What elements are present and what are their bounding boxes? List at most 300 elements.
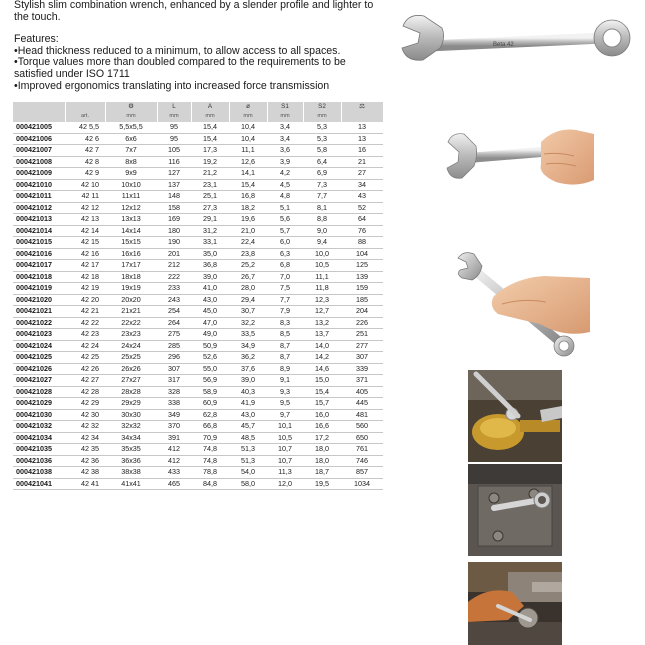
header-icon — [13, 103, 65, 112]
cell-thickness-s2: 19,5 — [303, 478, 341, 490]
features-heading: Features: — [14, 33, 59, 46]
cell-thickness-s2: 18,0 — [303, 455, 341, 467]
cell-diameter: 43,0 — [229, 409, 267, 421]
cell-thickness-s2: 14,6 — [303, 363, 341, 375]
cell-thickness-s1: 9,3 — [267, 386, 303, 398]
table-row — [13, 122, 383, 133]
worker-application-photo — [468, 562, 562, 645]
cell-length: 296 — [157, 352, 191, 364]
cell-thickness-s1: 5,6 — [267, 214, 303, 226]
cell-item-code: 000421013 — [13, 214, 65, 226]
cell-diameter: 23,8 — [229, 248, 267, 260]
table-row — [13, 260, 383, 272]
cell-thickness-s1: 8,3 — [267, 317, 303, 329]
cell-length: 201 — [157, 248, 191, 260]
cell-thickness-s2: 18,7 — [303, 467, 341, 479]
cell-art-number: 42 34 — [65, 432, 105, 444]
cell-item-code: 000421029 — [13, 398, 65, 410]
product-description — [14, 0, 386, 92]
cell-diameter: 25,2 — [229, 260, 267, 272]
cell-length: 285 — [157, 340, 191, 352]
cell-art-number: 42 36 — [65, 455, 105, 467]
cell-diameter: 45,7 — [229, 421, 267, 433]
hand-holding-wrench-angled-photo — [454, 248, 590, 360]
cell-thickness-s1: 9,7 — [267, 409, 303, 421]
cell-art-number: 42 24 — [65, 340, 105, 352]
header-symbol: A — [207, 103, 213, 110]
cell-size: 16x16 — [105, 248, 157, 260]
cell-item-code: 000421024 — [13, 340, 65, 352]
cell-length: 370 — [157, 421, 191, 433]
table-row — [13, 202, 383, 214]
cell-size: 9x9 — [105, 168, 157, 180]
cell-weight: 650 — [341, 432, 383, 444]
cell-weight: 27 — [341, 168, 383, 180]
cell-item-code: 000421006 — [13, 133, 65, 145]
cell-item-code: 000421015 — [13, 237, 65, 249]
cell-item-code: 000421012 — [13, 202, 65, 214]
cell-length: 338 — [157, 398, 191, 410]
cell-art-number: 42 28 — [65, 386, 105, 398]
cell-thickness-s2: 5,3 — [303, 122, 341, 133]
table-row — [13, 179, 383, 191]
cell-thickness-s1: 8,7 — [267, 352, 303, 364]
cell-dim-a: 47,0 — [191, 317, 229, 329]
cell-art-number: 42 12 — [65, 202, 105, 214]
cell-weight: 746 — [341, 455, 383, 467]
cell-dim-a: 55,0 — [191, 363, 229, 375]
header-symbol: ⚙ — [128, 103, 134, 110]
cell-thickness-s1: 5,7 — [267, 225, 303, 237]
table-row — [13, 421, 383, 433]
header-symbol: ø — [246, 103, 250, 110]
cell-length: 317 — [157, 375, 191, 387]
cell-weight: 445 — [341, 398, 383, 410]
cell-art-number: 42 13 — [65, 214, 105, 226]
cell-thickness-s2: 10,5 — [303, 260, 341, 272]
cell-thickness-s2: 5,3 — [303, 133, 341, 145]
table-header-cell — [341, 102, 383, 122]
cell-thickness-s1: 6,0 — [267, 237, 303, 249]
cell-size: 14x14 — [105, 225, 157, 237]
table-row — [13, 444, 383, 456]
cell-dim-a: 70,9 — [191, 432, 229, 444]
cell-length: 264 — [157, 317, 191, 329]
cell-thickness-s2: 6,4 — [303, 156, 341, 168]
cell-art-number: 42 27 — [65, 375, 105, 387]
feature-item: • Head thickness reduced to a minimum, to allow access to all spaces. — [14, 46, 386, 58]
cell-weight: 560 — [341, 421, 383, 433]
table-row — [13, 467, 383, 479]
cell-size: 17x17 — [105, 260, 157, 272]
cell-weight: 159 — [341, 283, 383, 295]
table-body — [13, 122, 383, 490]
table-row — [13, 455, 383, 467]
cell-dim-a: 15,4 — [191, 133, 229, 145]
table-row — [13, 317, 383, 329]
table-row — [13, 329, 383, 341]
cell-thickness-s2: 9,4 — [303, 237, 341, 249]
cell-dim-a: 50,9 — [191, 340, 229, 352]
cell-thickness-s2: 13,2 — [303, 317, 341, 329]
cell-thickness-s2: 8,8 — [303, 214, 341, 226]
cell-dim-a: 25,1 — [191, 191, 229, 203]
cell-length: 275 — [157, 329, 191, 341]
cell-length: 158 — [157, 202, 191, 214]
cell-art-number: 42 32 — [65, 421, 105, 433]
wrench-product-photo — [398, 8, 636, 70]
header-unit: mm — [205, 113, 215, 119]
cell-item-code: 000421030 — [13, 409, 65, 421]
cell-thickness-s1: 4,8 — [267, 191, 303, 203]
cell-item-code: 000421009 — [13, 168, 65, 180]
cell-item-code: 000421023 — [13, 329, 65, 341]
cell-thickness-s2: 10,0 — [303, 248, 341, 260]
cell-art-number: 42 19 — [65, 283, 105, 295]
cell-art-number: 42 18 — [65, 271, 105, 283]
cell-diameter: 16,8 — [229, 191, 267, 203]
cell-thickness-s1: 11,3 — [267, 467, 303, 479]
cell-item-code: 000421021 — [13, 306, 65, 318]
cell-size: 30x30 — [105, 409, 157, 421]
table-header-cell — [157, 102, 191, 122]
cell-length: 116 — [157, 156, 191, 168]
cell-diameter: 21,0 — [229, 225, 267, 237]
cell-thickness-s1: 9,1 — [267, 375, 303, 387]
table-row — [13, 363, 383, 375]
cell-art-number: 42 9 — [65, 168, 105, 180]
table-header-cell — [229, 102, 267, 122]
cell-length: 307 — [157, 363, 191, 375]
cell-thickness-s2: 12,7 — [303, 306, 341, 318]
cell-art-number: 42 8 — [65, 156, 105, 168]
cell-dim-a: 41,0 — [191, 283, 229, 295]
cell-dim-a: 43,0 — [191, 294, 229, 306]
table-row — [13, 432, 383, 444]
hand-holding-wrench-photo — [446, 122, 596, 190]
cell-weight: 125 — [341, 260, 383, 272]
cell-size: 35x35 — [105, 444, 157, 456]
cell-thickness-s1: 9,5 — [267, 398, 303, 410]
cell-length: 212 — [157, 260, 191, 272]
header-unit: mm — [317, 113, 327, 119]
cell-thickness-s1: 3,4 — [267, 133, 303, 145]
cell-size: 11x11 — [105, 191, 157, 203]
header-symbol: ⚖ — [359, 103, 365, 110]
cell-thickness-s2: 16,0 — [303, 409, 341, 421]
cell-length: 169 — [157, 214, 191, 226]
cell-dim-a: 66,8 — [191, 421, 229, 433]
cell-thickness-s1: 4,2 — [267, 168, 303, 180]
cell-thickness-s2: 13,7 — [303, 329, 341, 341]
cell-size: 18x18 — [105, 271, 157, 283]
cell-length: 233 — [157, 283, 191, 295]
cell-dim-a: 23,1 — [191, 179, 229, 191]
cell-item-code: 000421017 — [13, 260, 65, 272]
cell-thickness-s2: 12,3 — [303, 294, 341, 306]
cell-art-number: 42 30 — [65, 409, 105, 421]
cell-diameter: 18,2 — [229, 202, 267, 214]
cell-thickness-s1: 8,9 — [267, 363, 303, 375]
intro-text: Stylish slim combination wrench, enhanced by a slender profile and lighter to the touch. — [14, 0, 374, 23]
cell-thickness-s1: 6,3 — [267, 248, 303, 260]
table-row — [13, 352, 383, 364]
cell-dim-a: 78,8 — [191, 467, 229, 479]
cell-diameter: 54,0 — [229, 467, 267, 479]
header-symbol: L — [172, 103, 176, 110]
cell-weight: 405 — [341, 386, 383, 398]
cell-size: 28x28 — [105, 386, 157, 398]
feature-item: • Improved ergonomics translating into increased force transmission — [14, 81, 386, 93]
cell-thickness-s2: 15,4 — [303, 386, 341, 398]
cell-length: 137 — [157, 179, 191, 191]
cell-diameter: 48,5 — [229, 432, 267, 444]
table-row — [13, 306, 383, 318]
table-row — [13, 398, 383, 410]
cell-dim-a: 39,0 — [191, 271, 229, 283]
cell-weight: 13 — [341, 133, 383, 145]
cell-weight: 52 — [341, 202, 383, 214]
cell-diameter: 29,4 — [229, 294, 267, 306]
cell-diameter: 51,3 — [229, 444, 267, 456]
cell-item-code: 000421041 — [13, 478, 65, 490]
cell-thickness-s1: 7,7 — [267, 294, 303, 306]
cell-item-code: 000421036 — [13, 455, 65, 467]
cell-diameter: 10,4 — [229, 122, 267, 133]
cell-art-number: 42 22 — [65, 317, 105, 329]
cell-art-number: 42 7 — [65, 145, 105, 157]
cell-size: 13x13 — [105, 214, 157, 226]
cell-diameter: 37,6 — [229, 363, 267, 375]
cell-dim-a: 31,2 — [191, 225, 229, 237]
cell-dim-a: 45,0 — [191, 306, 229, 318]
cell-thickness-s1: 8,5 — [267, 329, 303, 341]
cell-thickness-s2: 5,8 — [303, 145, 341, 157]
cell-size: 32x32 — [105, 421, 157, 433]
table-row — [13, 237, 383, 249]
table-row — [13, 248, 383, 260]
cell-dim-a: 74,8 — [191, 444, 229, 456]
cell-size: 38x38 — [105, 467, 157, 479]
cell-thickness-s2: 9,0 — [303, 225, 341, 237]
cell-art-number: 42 15 — [65, 237, 105, 249]
table-row — [13, 145, 383, 157]
cell-weight: 185 — [341, 294, 383, 306]
header-unit: mm — [280, 113, 290, 119]
header-unit: mm — [169, 113, 179, 119]
cell-dim-a: 36,8 — [191, 260, 229, 272]
table-header-cell — [105, 102, 157, 122]
cell-thickness-s1: 10,1 — [267, 421, 303, 433]
cell-diameter: 36,2 — [229, 352, 267, 364]
cell-weight: 371 — [341, 375, 383, 387]
table-row — [13, 271, 383, 283]
table-row — [13, 386, 383, 398]
cell-length: 465 — [157, 478, 191, 490]
cell-diameter: 58,0 — [229, 478, 267, 490]
cell-dim-a: 35,0 — [191, 248, 229, 260]
cell-length: 190 — [157, 237, 191, 249]
cell-length: 95 — [157, 122, 191, 133]
cell-diameter: 39,0 — [229, 375, 267, 387]
wrench-engraving: Beta 42 — [493, 42, 514, 48]
cell-size: 41x41 — [105, 478, 157, 490]
cell-size: 34x34 — [105, 432, 157, 444]
cell-thickness-s2: 6,9 — [303, 168, 341, 180]
cell-dim-a: 62,8 — [191, 409, 229, 421]
cell-length: 105 — [157, 145, 191, 157]
cell-weight: 204 — [341, 306, 383, 318]
cell-item-code: 000421010 — [13, 179, 65, 191]
table-row — [13, 225, 383, 237]
cell-dim-a: 29,1 — [191, 214, 229, 226]
cell-item-code: 000421027 — [13, 375, 65, 387]
cell-diameter: 51,3 — [229, 455, 267, 467]
cell-length: 328 — [157, 386, 191, 398]
cell-size: 8x8 — [105, 156, 157, 168]
cell-dim-a: 58,9 — [191, 386, 229, 398]
cell-thickness-s1: 7,0 — [267, 271, 303, 283]
cell-thickness-s2: 8,1 — [303, 202, 341, 214]
cell-length: 148 — [157, 191, 191, 203]
cell-diameter: 28,0 — [229, 283, 267, 295]
cell-thickness-s1: 12,0 — [267, 478, 303, 490]
cell-length: 433 — [157, 467, 191, 479]
cell-art-number: 42 35 — [65, 444, 105, 456]
cell-art-number: 42 25 — [65, 352, 105, 364]
cell-size: 21x21 — [105, 306, 157, 318]
cell-dim-a: 49,0 — [191, 329, 229, 341]
cell-art-number: 42 23 — [65, 329, 105, 341]
cell-thickness-s2: 17,2 — [303, 432, 341, 444]
cell-thickness-s2: 7,3 — [303, 179, 341, 191]
cell-size: 15x15 — [105, 237, 157, 249]
cell-weight: 761 — [341, 444, 383, 456]
cell-item-code: 000421038 — [13, 467, 65, 479]
cell-diameter: 41,9 — [229, 398, 267, 410]
cell-weight: 76 — [341, 225, 383, 237]
table-row — [13, 168, 383, 180]
cell-item-code: 000421028 — [13, 386, 65, 398]
cell-diameter: 26,7 — [229, 271, 267, 283]
cell-weight: 21 — [341, 156, 383, 168]
cell-art-number: 42 6 — [65, 133, 105, 145]
cell-diameter: 19,6 — [229, 214, 267, 226]
cell-art-number: 42 20 — [65, 294, 105, 306]
cell-diameter: 11,1 — [229, 145, 267, 157]
cell-weight: 16 — [341, 145, 383, 157]
cell-length: 127 — [157, 168, 191, 180]
cell-item-code: 000421026 — [13, 363, 65, 375]
cell-thickness-s2: 15,0 — [303, 375, 341, 387]
cell-size: 19x19 — [105, 283, 157, 295]
cell-size: 26x26 — [105, 363, 157, 375]
cell-thickness-s1: 6,8 — [267, 260, 303, 272]
cell-length: 222 — [157, 271, 191, 283]
cell-weight: 481 — [341, 409, 383, 421]
cell-art-number: 42 10 — [65, 179, 105, 191]
spec-table — [13, 102, 384, 490]
cell-item-code: 000421020 — [13, 294, 65, 306]
cell-weight: 139 — [341, 271, 383, 283]
cell-item-code: 000421014 — [13, 225, 65, 237]
cell-item-code: 000421035 — [13, 444, 65, 456]
cell-weight: 1034 — [341, 478, 383, 490]
cell-diameter: 15,4 — [229, 179, 267, 191]
cell-length: 412 — [157, 444, 191, 456]
cell-diameter: 34,9 — [229, 340, 267, 352]
table-row — [13, 375, 383, 387]
cell-art-number: 42 38 — [65, 467, 105, 479]
table-header-cell — [65, 102, 105, 122]
cell-art-number: 42 16 — [65, 248, 105, 260]
cell-diameter: 10,4 — [229, 133, 267, 145]
cell-thickness-s1: 10,7 — [267, 455, 303, 467]
cell-weight: 226 — [341, 317, 383, 329]
cell-thickness-s2: 16,6 — [303, 421, 341, 433]
cell-art-number: 42 29 — [65, 398, 105, 410]
machine-bolt-application-photo — [468, 464, 562, 556]
cell-size: 7x7 — [105, 145, 157, 157]
cell-art-number: 42 41 — [65, 478, 105, 490]
cell-thickness-s1: 10,7 — [267, 444, 303, 456]
header-unit: mm — [243, 113, 253, 119]
cell-thickness-s2: 11,1 — [303, 271, 341, 283]
cell-length: 95 — [157, 133, 191, 145]
cell-dim-a: 52,6 — [191, 352, 229, 364]
cell-item-code: 000421016 — [13, 248, 65, 260]
cell-art-number: 42 11 — [65, 191, 105, 203]
cell-thickness-s1: 7,5 — [267, 283, 303, 295]
table-row — [13, 133, 383, 145]
cell-length: 243 — [157, 294, 191, 306]
table-row — [13, 156, 383, 168]
cell-weight: 43 — [341, 191, 383, 203]
cell-dim-a: 74,8 — [191, 455, 229, 467]
cell-weight: 34 — [341, 179, 383, 191]
header-symbol: S2 — [318, 103, 326, 110]
cell-size: 36x36 — [105, 455, 157, 467]
cell-item-code: 000421032 — [13, 421, 65, 433]
cell-thickness-s1: 8,7 — [267, 340, 303, 352]
cell-item-code: 000421018 — [13, 271, 65, 283]
header-unit: art. — [80, 113, 90, 119]
cell-size: 29x29 — [105, 398, 157, 410]
cell-dim-a: 15,4 — [191, 122, 229, 133]
table-header-cell — [13, 102, 65, 122]
cell-art-number: 42 17 — [65, 260, 105, 272]
cell-length: 391 — [157, 432, 191, 444]
cell-dim-a: 21,2 — [191, 168, 229, 180]
table-row — [13, 294, 383, 306]
cell-diameter: 30,7 — [229, 306, 267, 318]
cell-weight: 857 — [341, 467, 383, 479]
table-row — [13, 340, 383, 352]
table-header-cell — [191, 102, 229, 122]
cell-dim-a: 84,8 — [191, 478, 229, 490]
cell-weight: 277 — [341, 340, 383, 352]
cell-item-code: 000421005 — [13, 122, 65, 133]
cell-weight: 251 — [341, 329, 383, 341]
cell-thickness-s2: 15,7 — [303, 398, 341, 410]
cell-diameter: 22,4 — [229, 237, 267, 249]
cell-thickness-s2: 14,2 — [303, 352, 341, 364]
cell-thickness-s1: 10,5 — [267, 432, 303, 444]
cell-dim-a: 56,9 — [191, 375, 229, 387]
cell-thickness-s2: 11,8 — [303, 283, 341, 295]
cell-item-code: 000421019 — [13, 283, 65, 295]
cell-thickness-s2: 7,7 — [303, 191, 341, 203]
